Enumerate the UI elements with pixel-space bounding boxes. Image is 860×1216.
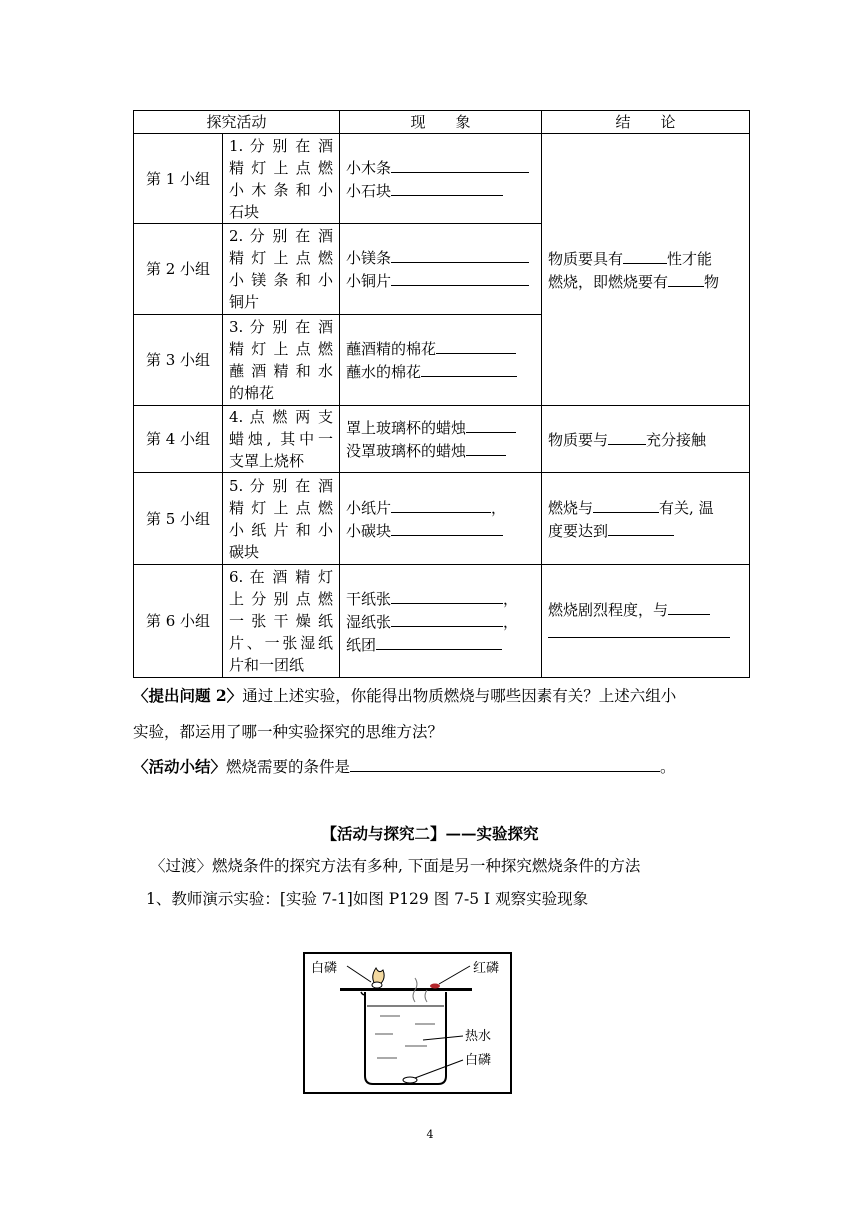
answer-blank[interactable]: [668, 598, 710, 615]
group-label: 第 4 小组: [134, 406, 223, 473]
answer-blank[interactable]: [391, 519, 503, 536]
transition-paragraph: 〈过渡〉燃烧条件的探究方法有多种, 下面是另一种探究燃烧条件的方法: [150, 857, 641, 875]
conclusion-cell-combustible: 物质要具有 性才能 燃烧，即燃烧要有 物: [542, 134, 750, 406]
answer-blank[interactable]: [593, 496, 659, 513]
header-activity: 探究活动: [134, 111, 340, 134]
white-phosphorus-bottom: [403, 1077, 417, 1083]
copper-plate: [340, 988, 472, 991]
activity-cell: 6. 在 酒 精 灯 上 分 别 点 燃 一 张 干 燥 纸 片、一张湿纸 片和一团纸: [223, 565, 340, 678]
conclusion-cell-intensity: 燃烧剧烈程度，与: [542, 565, 750, 678]
answer-blank[interactable]: [668, 270, 704, 287]
question-2-line2: 实验，都运用了哪一种实验探究的思维方法？: [133, 723, 444, 741]
answer-blank[interactable]: [548, 621, 730, 638]
table-row: [134, 406, 750, 473]
activity-cell: 2. 分 别 在 酒 精 灯 上 点 燃 小 镁 条 和 小 铜片: [223, 224, 340, 315]
phenomena-cell: 干纸张 ， 湿纸张 ， 纸团: [340, 565, 542, 678]
answer-blank[interactable]: [350, 755, 660, 772]
answer-blank[interactable]: [466, 416, 516, 433]
experiment-figure: [303, 952, 512, 1094]
answer-blank[interactable]: [391, 587, 503, 604]
answer-blank[interactable]: [391, 496, 491, 513]
activity-cell: 3. 分 别 在 酒 精 灯 上 点 燃 蘸 酒 精 和 水 的棉花: [223, 315, 340, 406]
step-1: 1、教师演示实验：[实验 7-1]如图 P129 图 7-5 I 观察实验现象: [146, 890, 589, 908]
table-row: [134, 134, 750, 224]
phenomena-cell: 小镁条 小铜片: [340, 224, 542, 315]
table-row: [134, 565, 750, 678]
answer-blank[interactable]: [391, 269, 529, 286]
answer-blank[interactable]: [436, 337, 516, 354]
conclusion-cell-temperature: 燃烧与 有关, 温 度要达到: [542, 473, 750, 565]
activity-cell: 5. 分 别 在 酒 精 灯 上 点 燃 小 纸 片 和 小 碳块: [223, 473, 340, 565]
answer-blank[interactable]: [421, 360, 517, 377]
answer-blank[interactable]: [466, 439, 506, 456]
group-label: 第 3 小组: [134, 315, 223, 406]
phenomena-cell: 蘸酒精的棉花 蘸水的棉花: [340, 315, 542, 406]
answer-blank[interactable]: [608, 519, 674, 536]
phenomena-cell: 罩上玻璃杯的蜡烛 没罩玻璃杯的蜡烛: [340, 406, 542, 473]
activity-cell: 1. 分 别 在 酒 精 灯 上 点 燃 小 木 条 和 小 石块: [223, 134, 340, 224]
activity-summary: 〈活动小结〉燃烧需要的条件是 。: [133, 757, 676, 776]
answer-blank[interactable]: [391, 179, 503, 196]
answer-blank[interactable]: [391, 246, 529, 263]
group-label: 第 6 小组: [134, 565, 223, 678]
phenomena-cell: 小木条 小石块: [340, 134, 542, 224]
header-phenomena: 现 象: [340, 111, 542, 134]
answer-blank[interactable]: [376, 633, 502, 650]
section-title: 【活动与探究二】——实验探究: [321, 824, 539, 843]
red-phosphorus: [430, 984, 440, 989]
label-white-phosphorus-top: 白磷: [311, 961, 338, 976]
label-white-phosphorus-bottom: 白磷: [465, 1053, 492, 1068]
group-label: 第 5 小组: [134, 473, 223, 565]
answer-blank[interactable]: [623, 247, 667, 264]
group-label: 第 1 小组: [134, 134, 223, 224]
page-number: 4: [426, 1128, 434, 1141]
label-red-phosphorus: 红磷: [473, 961, 500, 976]
conclusion-cell-oxygen: 物质要与 充分接触: [542, 406, 750, 473]
label-hot-water: 热水: [465, 1029, 492, 1044]
question-2-line1: 〈提出问题 2〉通过上述实验，你能得出物质燃烧与哪些因素有关？上述六组小: [133, 686, 677, 705]
exploration-table: [133, 110, 750, 678]
table-row: [134, 473, 750, 565]
answer-blank[interactable]: [391, 156, 529, 173]
header-conclusion: 结 论: [542, 111, 750, 134]
phenomena-cell: 小纸片 ， 小碳块: [340, 473, 542, 565]
group-label: 第 2 小组: [134, 224, 223, 315]
answer-blank[interactable]: [608, 428, 646, 445]
activity-cell: 4. 点 燃 两 支 蜡烛, 其中一 支罩上烧杯: [223, 406, 340, 473]
answer-blank[interactable]: [391, 610, 503, 627]
